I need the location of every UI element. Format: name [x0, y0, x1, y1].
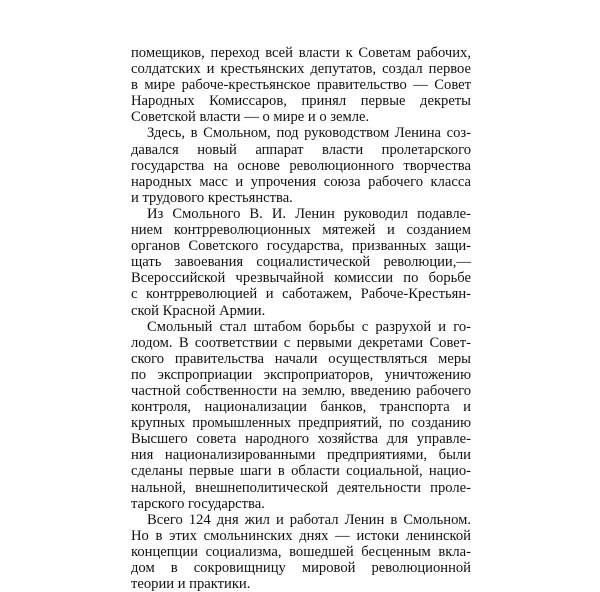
paragraph-5	[131, 512, 471, 592]
body-text	[131, 45, 471, 592]
paragraph-1	[131, 45, 471, 125]
text-line: Всероссийской чрезвычайной комиссии по борьбе	[131, 270, 471, 287]
text-line: контроля, национализации банков, транспорта и	[131, 399, 471, 416]
text-line: государства на основе революционного творчества	[131, 157, 471, 174]
paragraph-3	[131, 206, 471, 319]
text-line: ния национализированными предприятиями, были	[131, 447, 471, 464]
text-line: ской Красной Армии.	[131, 302, 266, 319]
text-line: помещиков, переход всей власти к Советам рабочих,	[131, 45, 471, 61]
text-line: Высшего совета народного хозяйства для управле-	[131, 431, 471, 448]
text-line: частной собственности на землю, введению рабочего	[131, 382, 471, 399]
text-line: сделаны первые шаги в области социальной, нацио-	[131, 463, 471, 480]
text-line: дом в сокровищницу мировой революционной	[131, 560, 471, 576]
text-line: с контрреволюцией и саботажем, Рабоче-Крестьян-	[131, 286, 471, 303]
text-line: давался новый аппарат власти пролетарского	[131, 141, 471, 158]
text-line: концепции социализма, вошедшей бесценным вкла-	[131, 543, 471, 560]
text-line: нальной, внешнеполитической деятельности проле-	[131, 479, 471, 496]
text-line: крупных промышленных предприятий, по созданию	[131, 415, 471, 432]
text-line: народных масс и упрочения союза рабочего класса	[131, 173, 471, 190]
text-line: щать завоевания социалистической революции,—	[131, 254, 471, 271]
text-line: Всего 124 дня жил и работал Ленин в Смольном.	[147, 511, 471, 528]
text-line: тарского государства.	[131, 495, 265, 512]
text-line: Смольный стал штабом борьбы с разрухой и го-	[147, 318, 471, 335]
text-line: солдатских и крестьянских депутатов, создал первое	[131, 61, 471, 78]
text-line: лодом. В соответствии с первыми декретами Совет-	[131, 334, 471, 351]
text-line: в мире рабоче-крестьянское правительство — Совет	[131, 77, 471, 94]
text-line: теории и практики.	[131, 576, 251, 592]
text-line: ского правительства начали осуществляться меры	[131, 350, 471, 367]
text-line: по экспроприации экспроприаторов, уничтожению	[131, 366, 471, 383]
text-line: Из Смольного В. И. Ленин руководил подавле-	[147, 205, 471, 222]
text-line: Но в этих смольнинских днях — истоки ленинской	[131, 527, 471, 544]
text-line: Советской власти — о мире и о земле.	[131, 109, 370, 126]
text-line: Здесь, в Смольном, под руководством Ленина соз-	[147, 125, 471, 142]
text-line: и трудового крестьянства.	[131, 189, 293, 206]
text-line: Народных Комиссаров, принял первые декреты	[131, 93, 471, 110]
text-line: нием контрреволюционных мятежей и созданием	[131, 222, 471, 239]
text-line: органов Советского государства, призванных защи-	[131, 238, 471, 255]
paragraph-4	[131, 319, 471, 512]
paragraph-2	[131, 125, 471, 205]
